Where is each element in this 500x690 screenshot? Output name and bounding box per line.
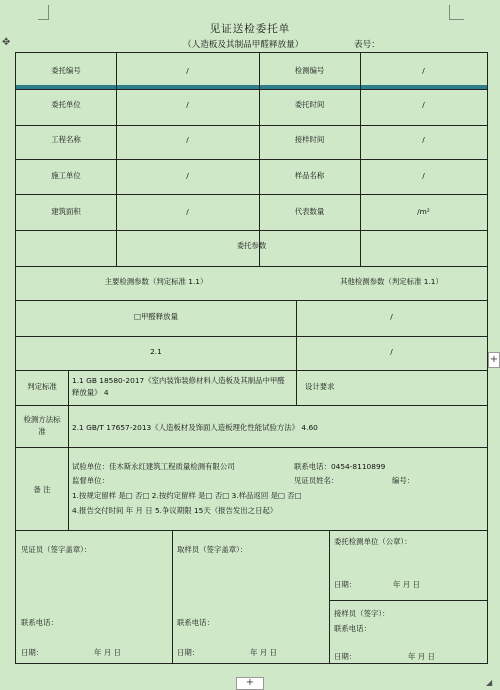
form-number-label: 表号： [354,40,380,50]
testing-unit-phone: 联系电话：0454-8110899 [294,462,386,471]
floor-area-label: 建筑面积 [51,207,81,216]
receiver-date-fields: 年 月 日 [408,652,435,661]
floor-area-value[interactable]: / [186,207,189,216]
form-table [15,52,488,664]
sampler-signature-label: 取样员（签字盖章）： [177,545,248,554]
entrust-time-label: 委托时间 [294,100,325,109]
table-move-handle-icon[interactable]: ✥ [2,37,11,48]
sample-name-value[interactable]: / [422,171,425,180]
document-title: 见证送检委托单 [209,23,291,35]
sampler-date-label: 日期： [177,648,200,657]
witness-number: 编号： [392,476,415,485]
report-delivery-line: 4.报告交付时间 年 月 日 5.争议期限 15天（报告发出之日起） [72,506,278,515]
witness-date-fields: 年 月 日 [94,648,121,657]
contractor-value[interactable]: / [186,171,189,180]
other-param-code: / [390,347,393,356]
add-row-icon[interactable]: + [236,677,264,690]
crop-mark [38,5,49,20]
test-no-value[interactable]: / [422,66,425,75]
criteria-label: 判定标准 [27,382,57,391]
receive-time-value[interactable]: / [422,135,425,144]
method-label: 检测方法标准 [23,415,61,436]
main-param-code: 2.1 [150,347,162,356]
document-subtitle: （人造板及其制品甲醛释放量） [183,40,304,50]
formaldehyde-checkbox[interactable]: □甲醛释放量 [134,312,178,321]
entrust-time-value[interactable]: / [422,100,425,109]
supervision-unit: 监督单位： [72,476,109,485]
entrust-no-value[interactable]: / [186,66,189,75]
quantity-value[interactable]: /m² [417,207,430,216]
client-label: 委托单位 [51,100,81,109]
params-title: 委托参数 [236,241,267,250]
contractor-label: 施工单位 [51,171,81,180]
receive-time-label: 接样时间 [294,135,325,144]
witness-phone-label: 联系电话： [21,618,58,627]
project-name-label: 工程名称 [51,135,81,144]
add-column-icon[interactable]: + [488,352,500,368]
receiver-date-label: 日期： [334,652,357,661]
agency-seal-label: 委托检测单位（公章）： [334,537,412,546]
sampler-phone-label: 联系电话： [177,618,214,627]
agency-date-fields: 年 月 日 [393,580,420,589]
client-value[interactable]: / [186,100,189,109]
other-param-value[interactable]: / [390,312,393,321]
sampler-date-fields: 年 月 日 [250,648,277,657]
sample-name-label: 样品名称 [294,171,325,180]
criteria-text: 1.1 GB 18580-2017《室内装饰装修材料人造板及其制品中甲醛释放量》 4 [72,376,285,397]
agency-date-label: 日期： [334,580,357,589]
design-requirements-label: 设计要求 [305,382,335,391]
test-no-label: 检测编号 [294,66,325,75]
witness-name: 见证员姓名： [294,476,339,485]
remarks-label: 备 注 [33,485,51,494]
entrust-no-label: 委托编号 [51,66,81,75]
other-params-header: 其他检测参数（判定标准 1.1） [340,277,443,286]
quantity-label: 代表数量 [294,207,325,216]
receiver-signature-label: 接样员（签字）： [334,609,390,618]
sample-retention-options[interactable]: 1.按规定留样 是□ 否□ 2.按约定留样 是□ 否□ 3.样品返回 是□ 否□ [72,491,302,500]
witness-signature-label: 见证员（签字盖章）： [21,545,92,554]
accent-divider [16,85,487,89]
testing-unit: 试验单位：佳木斯永红建筑工程质量检测有限公司 [72,462,235,471]
crop-mark [449,5,464,20]
witness-date-label: 日期： [21,648,44,657]
method-text: 2.1 GB/T 17657-2013《人造板材及饰面人造板理化性能试验方法》 4.60 [72,423,318,432]
table-resize-handle-icon[interactable]: ◢ [486,678,493,687]
project-name-value[interactable]: / [186,135,189,144]
main-params-header: 主要检测参数（判定标准 1.1） [104,277,208,286]
receiver-phone-label: 联系电话： [334,624,371,633]
